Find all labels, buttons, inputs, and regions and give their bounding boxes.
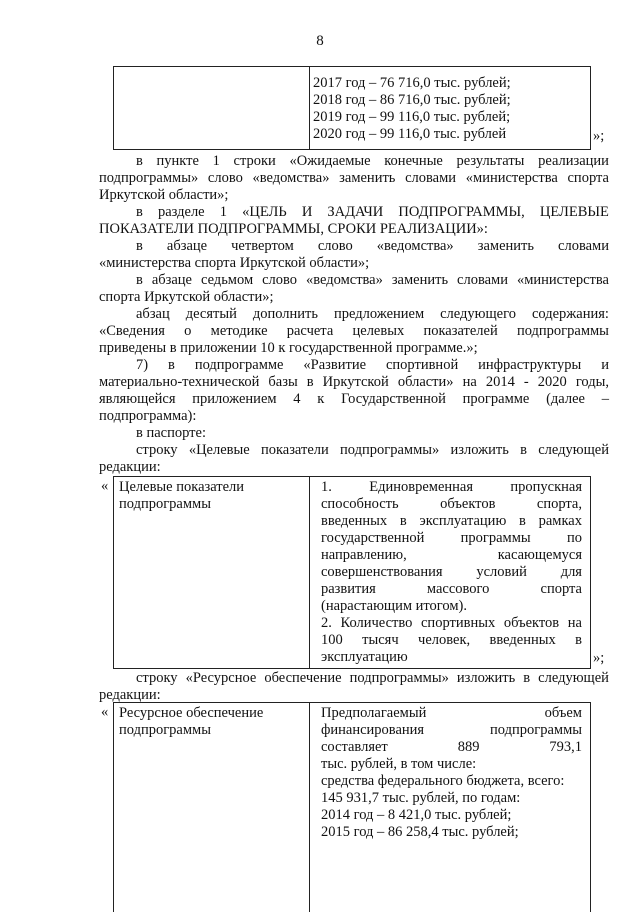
close-quote: »;	[593, 650, 605, 666]
close-quote: »;	[593, 128, 605, 144]
column-divider	[309, 67, 310, 149]
cell-line: тыс. рублей, в том числе:	[321, 756, 477, 772]
text-line: редакции:	[99, 687, 161, 703]
text-line: 7) в подпрограмме «Развитие спортивной инфраструктуры и	[136, 357, 609, 373]
year-line: 2017 год – 76 716,0 тыс. рублей;	[313, 75, 511, 91]
text-line: в пункте 1 строки «Ожидаемые конечные результаты реализации	[136, 153, 609, 169]
text-line: материально-технической базы в Иркутской области» на 2014 - 2020 годы,	[99, 374, 609, 390]
paragraph-1	[99, 153, 609, 204]
funding-years-cell	[313, 75, 511, 143]
text-line: подпрограммы» слово «ведомства» заменить словами «министерства спорта	[99, 170, 609, 186]
cell-line: введенных в эксплуатацию в рамках	[321, 513, 582, 529]
indicators-value-cell	[321, 479, 582, 666]
text-line: в абзаце четвертом слово «ведомства» заменить словами	[136, 238, 609, 254]
cell-line: подпрограммы	[119, 496, 211, 512]
page-number: 8	[316, 33, 324, 49]
paragraph-8	[99, 442, 609, 476]
paragraph-3	[99, 238, 609, 272]
text-line: «министерства спорта Иркутской области»;	[99, 255, 370, 271]
paragraph-2	[99, 204, 609, 238]
text-line: ПОКАЗАТЕЛИ ПОДПРОГРАММЫ, СРОКИ РЕАЛИЗАЦИИ»:	[99, 221, 488, 237]
column-divider	[309, 703, 310, 912]
text-line: подпрограмма):	[99, 408, 197, 424]
text-line: строку «Ресурсное обеспечение подпрограммы» изложить в следующей	[136, 670, 609, 686]
cell-line: способность объектов спорта,	[321, 496, 582, 512]
cell-line: финансирования подпрограммы	[321, 722, 582, 738]
paragraph-4	[99, 272, 609, 306]
cell-line: 2014 год – 8 421,0 тыс. рублей;	[321, 807, 512, 823]
text-line: строку «Целевые показатели подпрограммы» изложить в следующей	[136, 442, 609, 458]
text-line: являющейся приложением 4 к Государственной программе (далее –	[99, 391, 609, 407]
text-line: в паспорте:	[136, 425, 206, 441]
cell-line: государственной программы по	[321, 530, 582, 546]
cell-line: (нарастающим итогом).	[321, 598, 467, 614]
cell-line: Целевые показатели	[119, 479, 245, 495]
year-line: 2020 год – 99 116,0 тыс. рублей	[313, 126, 507, 142]
text-line: абзац десятый дополнить предложением следующего содержания:	[136, 306, 609, 322]
cell-line: развития массового спорта	[321, 581, 582, 597]
cell-line: 2015 год – 86 258,4 тыс. рублей;	[321, 824, 519, 840]
text-line: в абзаце седьмом слово «ведомства» заменить словами «министерства	[136, 272, 609, 288]
cell-line: направлению, касающемуся	[321, 547, 582, 563]
cell-line: 100 тысяч человек, введенных в	[321, 632, 582, 648]
text-line: редакции:	[99, 459, 161, 475]
paragraph-5	[99, 306, 609, 357]
text-line: «Сведения о методике расчета целевых показателей подпрограммы	[99, 323, 609, 339]
cell-line: эксплуатацию	[321, 649, 408, 665]
indicators-label-cell	[119, 479, 244, 513]
cell-line: 2. Количество спортивных объектов на	[321, 615, 582, 631]
text-line: Иркутской области»;	[99, 187, 229, 203]
cell-line: 145 931,7 тыс. рублей, по годам:	[321, 790, 521, 806]
cell-line: Предполагаемый объем	[321, 705, 582, 721]
text-line: спорта Иркутской области»;	[99, 289, 274, 305]
cell-line: 1. Единовременная пропускная	[321, 479, 582, 495]
resources-value-cell	[321, 705, 582, 841]
paragraph-9	[99, 670, 609, 704]
paragraph-6	[99, 357, 609, 425]
year-line: 2018 год – 86 716,0 тыс. рублей;	[313, 92, 511, 108]
open-quote: «	[101, 704, 109, 720]
text-line: приведены в приложении 10 к государственной программе.»;	[99, 340, 478, 356]
cell-line: Ресурсное обеспечение	[119, 705, 264, 721]
cell-line: составляет 889 793,1	[321, 739, 582, 755]
cell-line: подпрограммы	[119, 722, 211, 738]
cell-line: совершенствования условий для	[321, 564, 582, 580]
resources-label-cell	[119, 705, 263, 739]
year-line: 2019 год – 99 116,0 тыс. рублей;	[313, 109, 511, 125]
column-divider	[309, 477, 310, 668]
cell-line: средства федерального бюджета, всего:	[321, 773, 565, 789]
open-quote: «	[101, 478, 109, 494]
paragraph-7	[99, 425, 609, 442]
text-line: в разделе 1 «ЦЕЛЬ И ЗАДАЧИ ПОДПРОГРАММЫ, ЦЕЛЕВЫЕ	[136, 204, 609, 220]
